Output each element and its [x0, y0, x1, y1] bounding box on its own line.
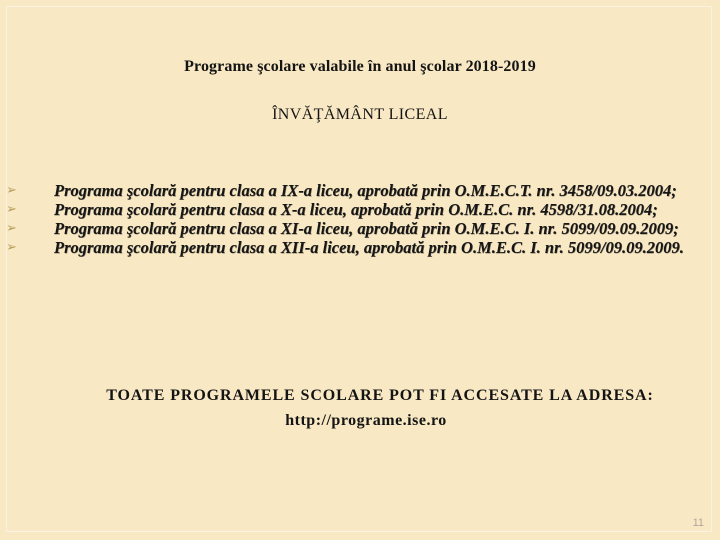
arrowhead-bullet-icon: ➢	[6, 240, 17, 255]
arrowhead-bullet-icon: ➢	[6, 221, 17, 236]
list-item	[6, 238, 698, 257]
website-link[interactable]: http://programe.ise.ro	[285, 412, 447, 429]
access-note: TOATE PROGRAMELE SCOLARE POT FI ACCESATE LA ADRESA:	[106, 387, 654, 404]
arrowhead-bullet-icon: ➢	[6, 183, 17, 198]
list-item-text: Programa şcolară pentru clasa a XII-a liceu, aprobată prin O.M.E.C. I. nr. 5099/09.09.2009.	[54, 238, 684, 257]
list-item-text: Programa şcolară pentru clasa a X-a liceu, aprobată prin O.M.E.C. nr. 4598/31.08.2004;	[54, 200, 658, 219]
section-title: ÎNVĂŢĂMÂNT LICEAL	[272, 106, 448, 123]
page-title: Programe şcolare valabile în anul şcolar 2018-2019	[184, 58, 536, 75]
arrowhead-bullet-icon: ➢	[6, 202, 17, 217]
slide-number: 11	[692, 517, 704, 529]
list-item-text: Programa şcolară pentru clasa a XI-a liceu, aprobată prin O.M.E.C. I. nr. 5099/09.09.2009;	[54, 219, 679, 238]
list-item	[6, 181, 698, 200]
slide-frame	[6, 6, 712, 532]
list-item	[6, 219, 698, 238]
list-item	[6, 200, 698, 219]
list-item-text: Programa şcolară pentru clasa a IX-a liceu, aprobată prin O.M.E.C.T. nr. 3458/09.03.2004;	[54, 181, 677, 200]
programs-list	[6, 181, 698, 258]
